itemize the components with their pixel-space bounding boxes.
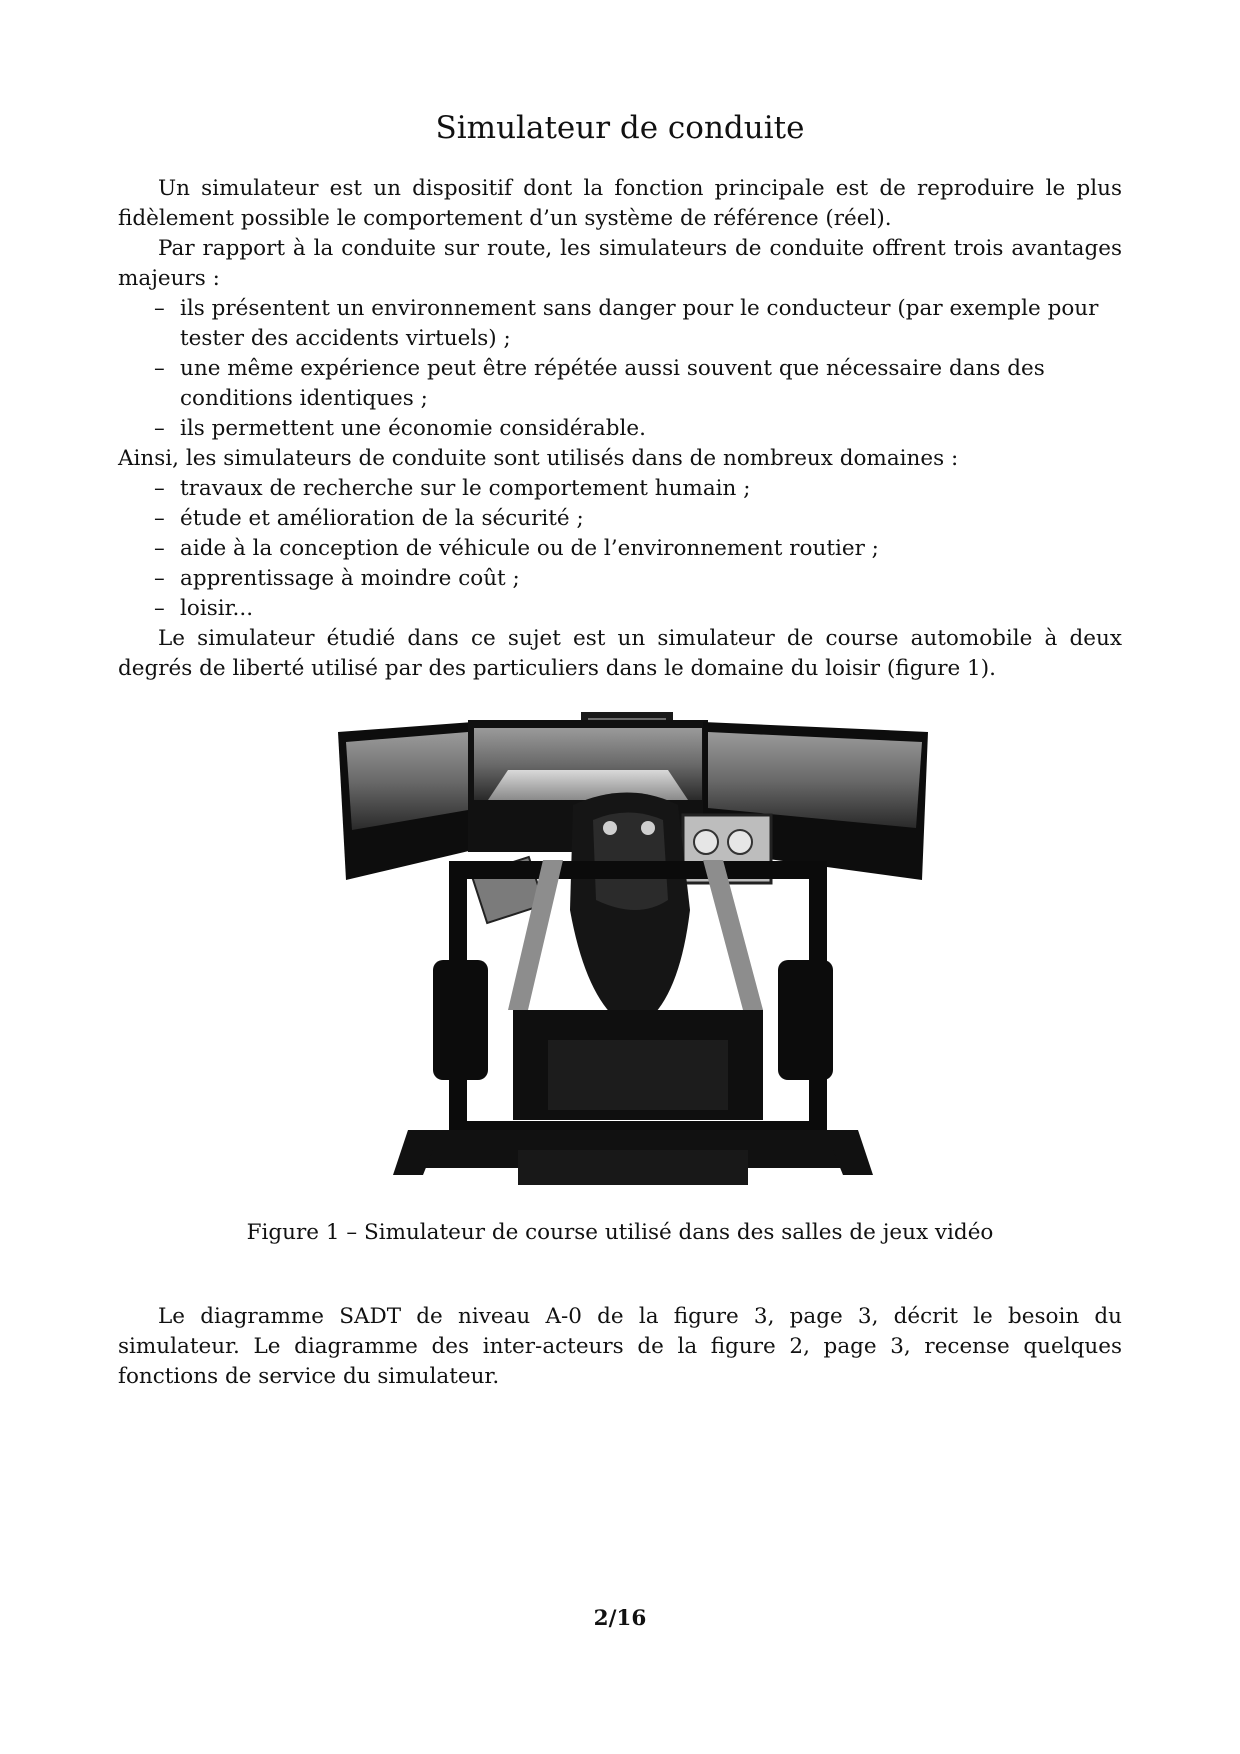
dash-bullet: – [154,596,165,621]
right-wheel-unit [778,960,833,1080]
list-item: – loisir... [118,594,1122,624]
figure-caption: Figure 1 – Simulateur de course utilisé dans des salles de jeux vidéo [246,1220,994,1245]
list-item: – étude et amélioration de la sécurité ; [118,504,1122,534]
domains-list [118,474,1122,624]
paragraph-definition: Un simulateur est un dispositif dont la fonction principale est de reproduire le plus fidèlement possible le comportement d’un système de référence (réel). [118,176,1122,231]
left-wheel-unit [433,960,488,1080]
dash-bullet: – [154,416,165,441]
page-title: Simulateur de conduite [435,110,805,146]
list-item: – travaux de recherche sur le comportement humain ; [118,474,1122,504]
list-item: – une même expérience peut être répétée aussi souvent que nécessaire dans des conditions identiques ; [154,356,1045,411]
dash-bullet: – [154,566,165,591]
dash-bullet: – [154,506,165,531]
paragraph-advantages-intro: Par rapport à la conduite sur route, les simulateurs de conduite offrent trois avantages majeurs : [118,236,1122,291]
list-item: – aide à la conception de véhicule ou de l’environnement routier ; [118,534,1122,564]
list-item: – apprentissage à moindre coût ; [118,564,1122,594]
paragraph-study-subject: Le simulateur étudié dans ce sujet est un simulateur de course automobile à deux degrés de liberté utilisé par des particuliers dans le domaine du loisir (figure 1). [118,626,1122,681]
dash-bullet: – [154,356,165,381]
intro-section [118,174,1122,684]
advantages-list [118,294,1122,444]
dash-bullet: – [154,536,165,561]
dash-bullet: – [154,296,165,321]
dash-bullet: – [154,476,165,501]
paragraph-diagrams: Le diagramme SADT de niveau A-0 de la figure 3, page 3, décrit le besoin du simulateur. Le diagramme des inter-acteurs de la figure 2, page 3, recense quelques fonctions de service du simulateur. [118,1304,1122,1389]
page-number: 2/16 [593,1606,647,1631]
simulator-figure [338,710,928,1210]
paragraph-domains-intro: Ainsi, les simulateurs de conduite sont utilisés dans de nombreux domaines : [118,446,959,471]
list-item: – ils présentent un environnement sans danger pour le conducteur (par exemple pour tester des accidents virtuels) ; [154,296,1099,351]
list-item: – ils permettent une économie considérable. [118,414,1122,444]
outro-section [118,1302,1122,1392]
